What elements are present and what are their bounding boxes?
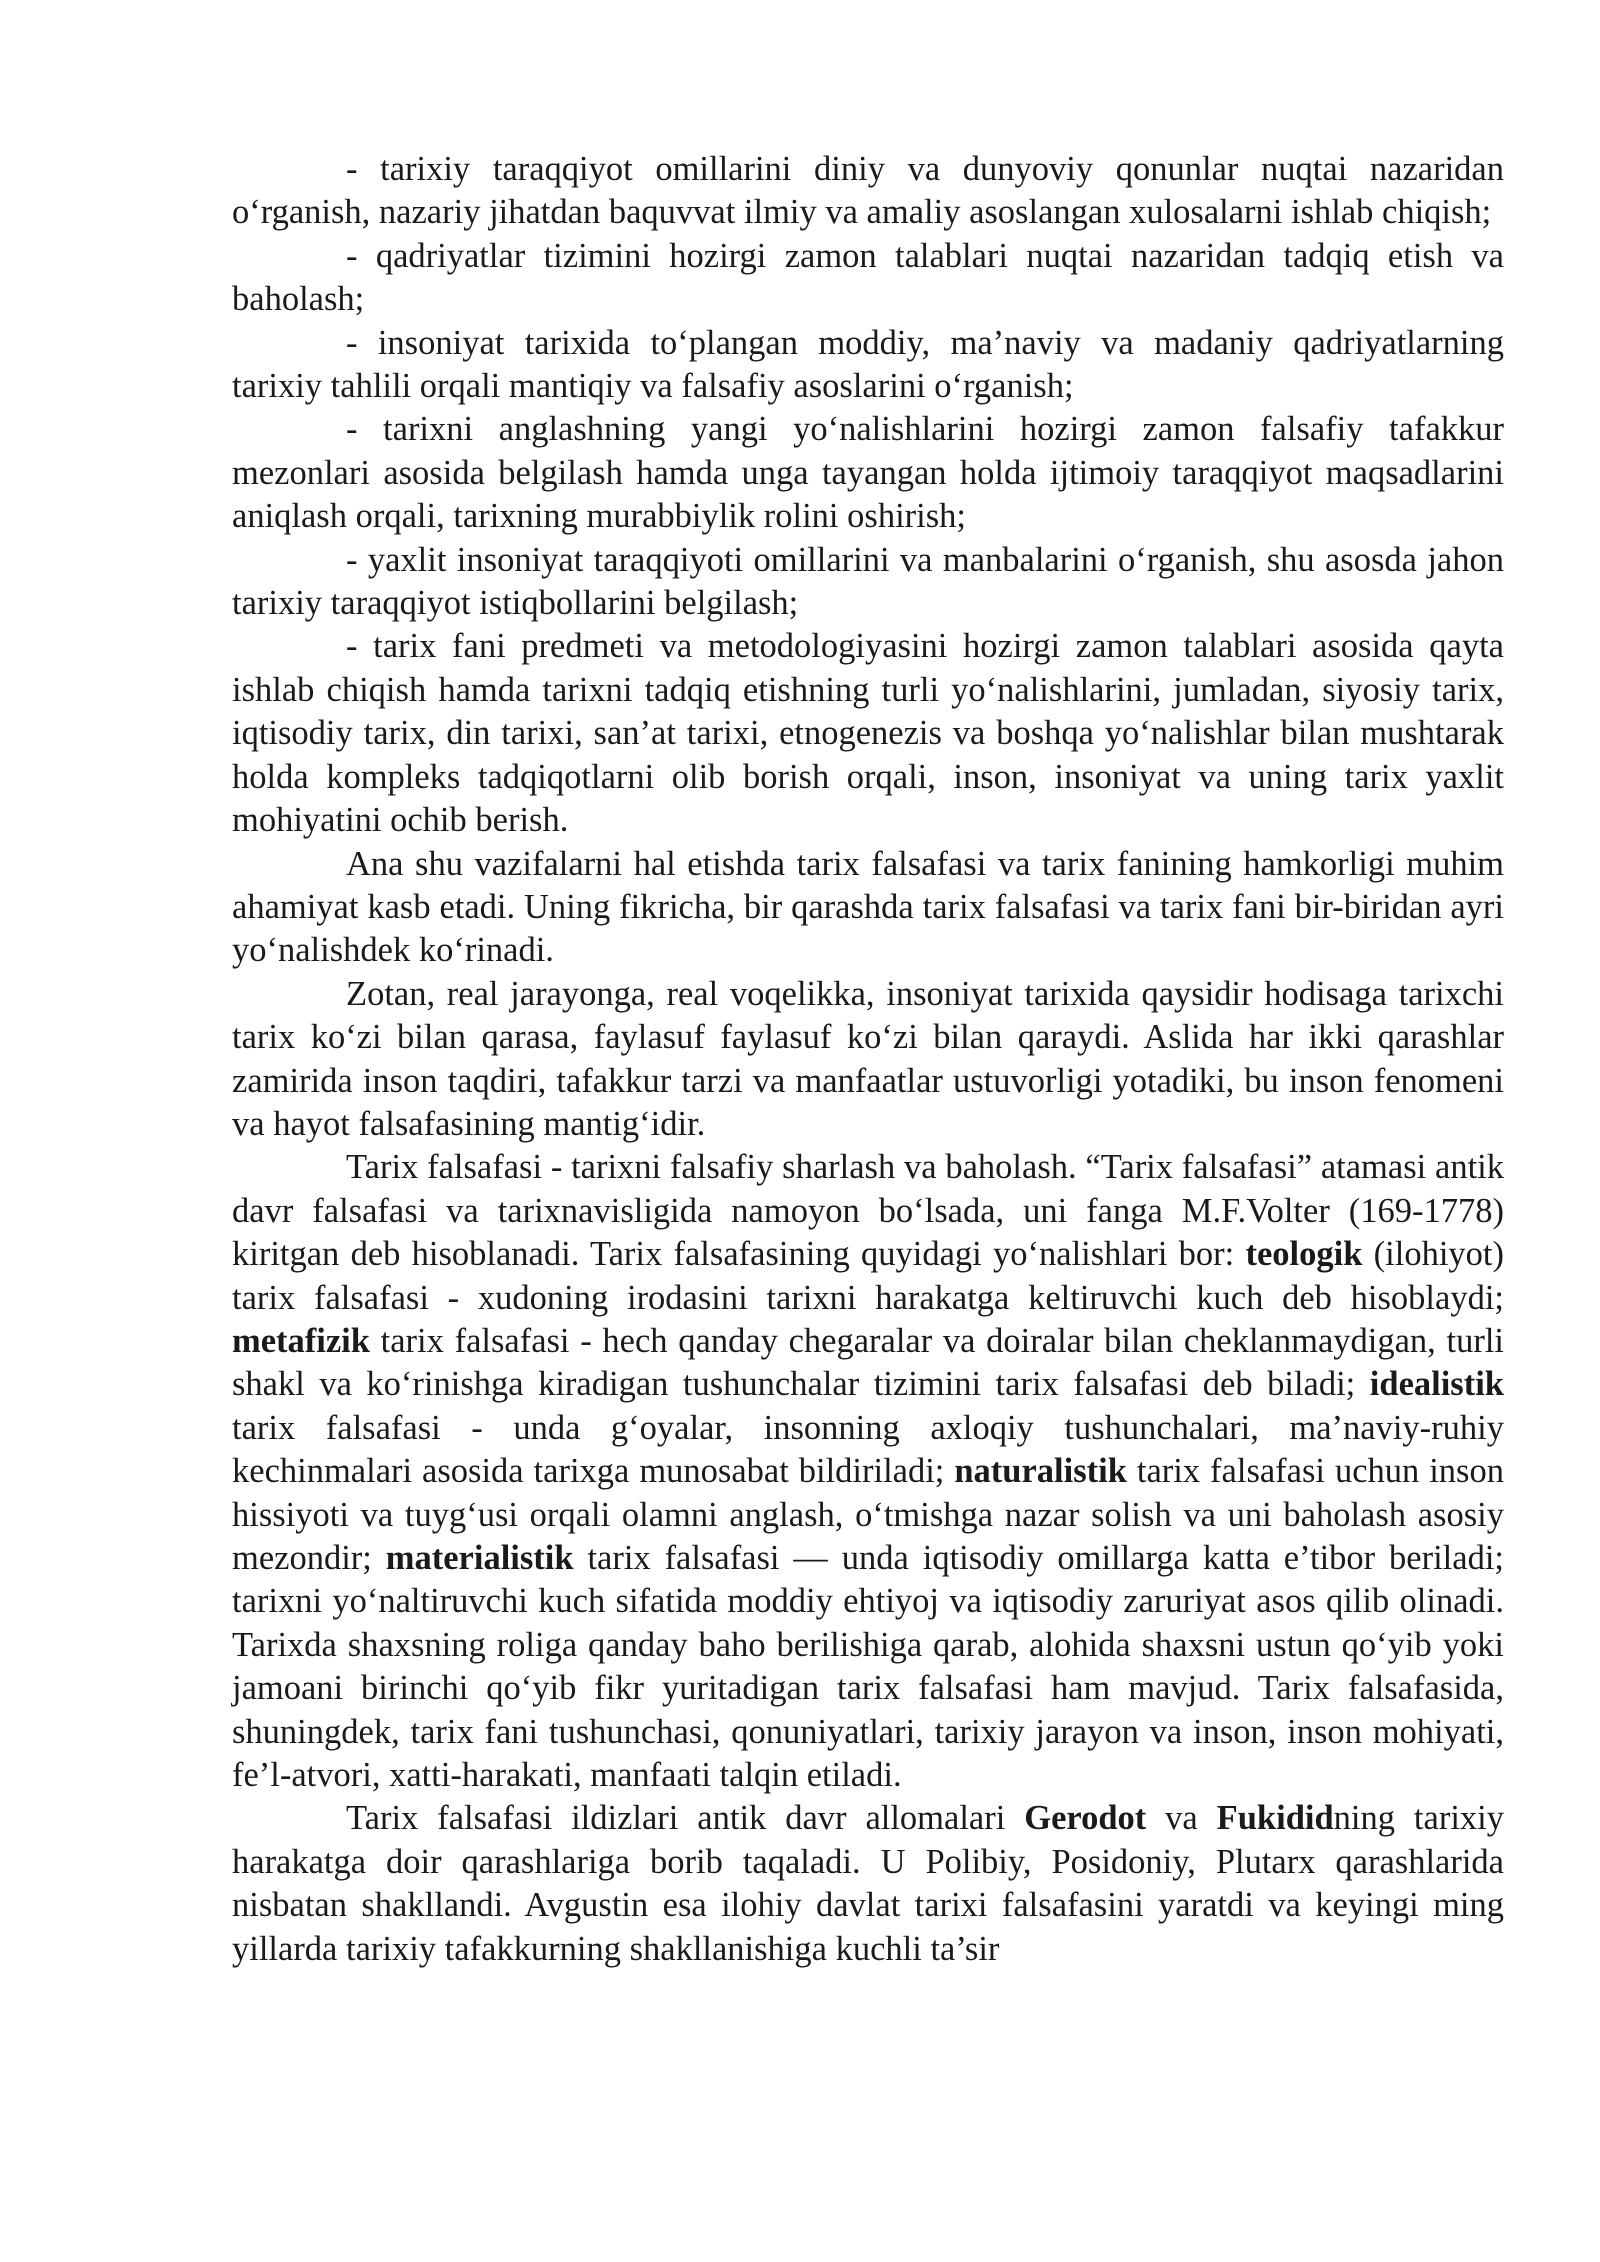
document-page <box>232 148 1504 1971</box>
paragraph-vazifalar <box>232 843 1504 973</box>
paragraph-list-item-3 <box>232 322 1504 409</box>
text-run: Tarix falsafasi ildizlari antik davr allomalari <box>346 1799 1025 1838</box>
text-run: - tarixni anglashning yangi yo‘nalishlarini hozirgi zamon falsafiy tafakkur mezonlari asosida belgilash hamda unga tayangan holda ijtimoiy taraqqiyot maqsadlarini aniqlash orqali, tarixning murabbiylik rolini oshirish; <box>232 410 1504 536</box>
paragraph-list-item-6 <box>232 625 1504 842</box>
text-run: - qadriyatlar tizimini hozirgi zamon talablari nuqtai nazaridan tadqiq etish va baholash; <box>232 236 1504 319</box>
paragraph-ildizlari <box>232 1797 1504 1971</box>
text-run: tarix falsafasi - hech qanday chegaralar va doiralar bilan cheklanmaydigan, turli shakl va ko‘rinishga kiradigan tushunchalar tizimini tarix falsafasi deb biladi; <box>232 1321 1504 1404</box>
text-run: - insoniyat tarixida to‘plangan moddiy, ma’naviy va madaniy qadriyatlarning tarixiy tahlili orqali mantiqiy va falsafiy asoslarini o‘rganish; <box>232 323 1504 406</box>
text-run: tarix falsafasi - unda g‘oyalar, insonning axloqiy tushunchalari, ma’naviy-ruhiy kechinmalari asosida tarixga munosabat bildiriladi; <box>232 1408 1504 1491</box>
bold-name-fukidid: Fukidid <box>1216 1799 1334 1838</box>
bold-term-idealistik: idealistik <box>1369 1365 1504 1404</box>
text-run: (ilohiyot) tarix falsafasi - xudoning irodasini tarixni harakatga keltiruvchi kuch deb hisoblaydi; <box>232 1235 1504 1317</box>
text-run: Zotan, real jarayonga, real voqelikka, insoniyat tarixida qaysidir hodisaga tarixchi tarix ko‘zi bilan qarasa, faylasuf faylasuf ko‘zi bilan qaraydi. Aslida har ikki qarashlar zamirida inson taqdiri, tafakkur tarzi va manfaatlar ustuvorligi yotadiki, bu inson fenomeni va hayot falsafasining mantig‘idir. <box>232 974 1504 1143</box>
paragraph-list-item-1 <box>232 148 1504 235</box>
bold-term-naturalistik: naturalistik <box>954 1452 1127 1491</box>
bold-term-metafizik: metafizik <box>232 1321 370 1360</box>
text-run: tarix falsafasi — unda iqtisodiy omillarga katta e’tibor beriladi; tarixni yo‘naltiruvchi kuch sifatida moddiy ehtiyoj va iqtisodiy zaruriyat asos qilib olinadi. Tarixda shaxsning roliga qanday baho berilishiga qarab, alohida shaxsni ustun qo‘yib yoki jamoani birinchi qo‘yib fikr yuritadigan tarix falsafasi ham mavjud. Tarix falsafasida, shuningdek, tarix fani tushunchasi, qonuniyatlari, tarixiy jarayon va inson, inson mohiyati, fe’l-atvori, xatti-harakati, manfaati talqin etiladi. <box>232 1539 1504 1795</box>
text-run: - tarixiy taraqqiyot omillarini diniy va dunyoviy qonunlar nuqtai nazaridan o‘rganish, nazariy jihatdan baquvvat ilmiy va amaliy asoslangan xulosalarni ishlab chiqish; <box>232 150 1504 232</box>
bold-name-gerodot: Gerodot <box>1024 1799 1147 1838</box>
paragraph-list-item-5 <box>232 539 1504 626</box>
text-run: Tarix falsafasi - tarixni falsafiy sharlash va baholash. “Tarix falsafasi” atamasi antik davr falsafasi va tarixnavisligida namoyon bo‘lsada, uni fanga M.F.Volter (169-1778) kiritgan deb hisoblanadi. Tarix falsafasining quyidagi yo‘nalishlari bor: <box>232 1148 1504 1274</box>
bold-term-materialistik: materialistik <box>385 1539 574 1577</box>
text-run: - yaxlit insoniyat taraqqiyoti omillarini va manbalarini o‘rganish, shu asosda jahon tarixiy taraqqiyot istiqbollarini belgilash; <box>232 540 1504 623</box>
text-run: - tarix fani predmeti va metodologiyasini hozirgi zamon talablari asosida qayta ishlab chiqish hamda tarixni tadqiq etishning turli yo‘nalishlarini, jumladan, siyosiy tarix, iqtisodiy tarix, din tarixi, san’at tarixi, etnogenezis va boshqa yo‘nalishlar bilan mushtarak holda kompleks tadqiqotlarni olib borish orqali, inson, insoniyat va uning tarix yaxlit mohiyatini ochib berish. <box>232 627 1504 840</box>
paragraph-list-item-4 <box>232 408 1504 538</box>
text-run: ning tarixiy harakatga doir qarashlariga borib taqaladi. U Polibiy, Posidoniy, Plutarx qarashlarida nisbatan shakllandi. Avgustin esa ilohiy davlat tarixi falsafasini yaratdi va keyingi ming yillarda tarixiy tafakkurning shakllanishiga kuchli ta’sir <box>232 1799 1504 1968</box>
paragraph-list-item-2 <box>232 235 1504 322</box>
bold-term-teologik: teologik <box>1245 1235 1363 1274</box>
text-run: va <box>1146 1799 1217 1838</box>
paragraph-zotan <box>232 973 1504 1147</box>
text-run: tarix falsafasi uchun inson hissiyoti va tuyg‘usi orqali olamni anglash, o‘tmishga nazar solish va uni baholash asosiy mezondir; <box>232 1452 1504 1577</box>
paragraph-tarix-falsafasi-types <box>232 1146 1504 1797</box>
text-run: Ana shu vazifalarni hal etishda tarix falsafasi va tarix fanining hamkorligi muhim ahamiyat kasb etadi. Uning fikricha, bir qarashda tarix falsafasi va tarix fani bir-biridan ayri yo‘nalishdek ko‘rinadi. <box>232 844 1504 970</box>
